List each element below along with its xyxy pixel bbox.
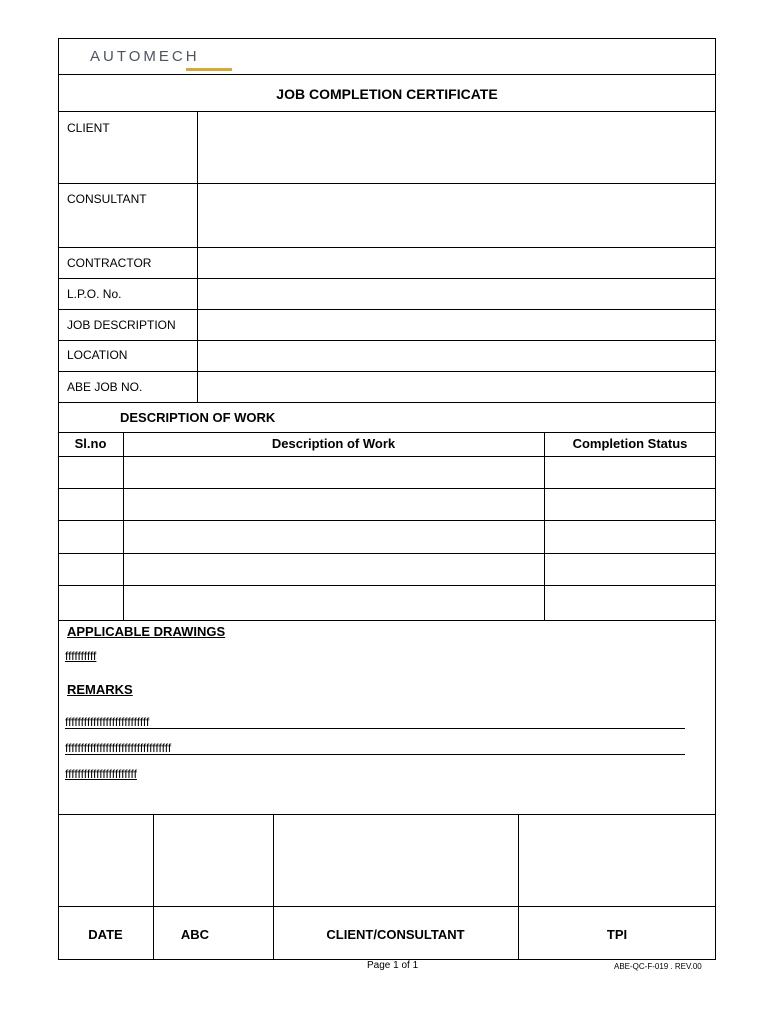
document-reference: ABE-QC-F-019 . REV.00 — [614, 962, 702, 971]
divider — [58, 278, 716, 279]
divider — [58, 247, 716, 248]
field-label-location: LOCATION — [67, 348, 128, 362]
signature-label-tpi: TPI — [606, 927, 628, 942]
field-label-lpo: L.P.O. No. — [67, 287, 122, 301]
signature-label-client-consultant: CLIENT/CONSULTANT — [326, 927, 465, 942]
field-value-abe-job-no[interactable] — [206, 380, 706, 398]
field-label-job-description: JOB DESCRIPTION — [67, 318, 176, 332]
page-title: JOB COMPLETION CERTIFICATE — [276, 86, 498, 102]
field-value-consultant[interactable] — [206, 192, 706, 242]
divider — [58, 814, 716, 815]
field-label-contractor: CONTRACTOR — [67, 256, 152, 270]
column-divider — [197, 111, 198, 402]
column-header-status: Completion Status — [572, 436, 688, 451]
remark-line[interactable]: fffffffffffffffffffffff — [65, 767, 137, 781]
field-label-client: CLIENT — [67, 121, 110, 135]
divider — [58, 111, 716, 112]
divider — [58, 906, 716, 907]
divider — [58, 340, 716, 341]
field-label-abe-job-no: ABE JOB NO. — [67, 380, 143, 394]
divider — [58, 620, 716, 621]
remark-line[interactable]: ffffffffffffffffffffffffffffffffff — [65, 741, 172, 755]
divider — [58, 183, 716, 184]
remark-underline — [65, 754, 685, 755]
section-heading-work: DESCRIPTION OF WORK — [120, 410, 276, 425]
column-header-description: Description of Work — [271, 436, 396, 451]
logo-text: AUTOMECH — [90, 48, 200, 65]
field-label-consultant: CONSULTANT — [67, 192, 147, 206]
page-number: Page 1 of 1 — [367, 960, 419, 971]
section-heading-remarks: REMARKS — [67, 682, 133, 697]
field-value-lpo[interactable] — [206, 287, 706, 305]
drawings-value[interactable]: ffffffffff — [65, 649, 97, 663]
remark-underline — [65, 728, 685, 729]
divider — [58, 553, 716, 554]
field-value-contractor[interactable] — [206, 256, 706, 274]
column-divider — [123, 432, 124, 620]
divider — [58, 488, 716, 489]
field-value-job-description[interactable] — [206, 318, 706, 336]
remark-line[interactable]: fffffffffffffffffffffffffff — [65, 715, 150, 729]
section-heading-drawings: APPLICABLE DRAWINGS — [67, 624, 226, 639]
divider — [58, 520, 716, 521]
divider — [58, 585, 716, 586]
column-divider — [544, 432, 545, 620]
signature-label-abc: ABC — [180, 927, 210, 942]
divider — [58, 432, 716, 433]
field-value-location[interactable] — [206, 348, 706, 366]
signature-label-date: DATE — [88, 927, 123, 942]
column-header-slno: Sl.no — [74, 436, 107, 451]
divider — [58, 456, 716, 457]
divider — [58, 371, 716, 372]
divider — [58, 309, 716, 310]
divider — [58, 402, 716, 403]
divider — [58, 74, 716, 75]
field-value-client[interactable] — [206, 121, 706, 177]
